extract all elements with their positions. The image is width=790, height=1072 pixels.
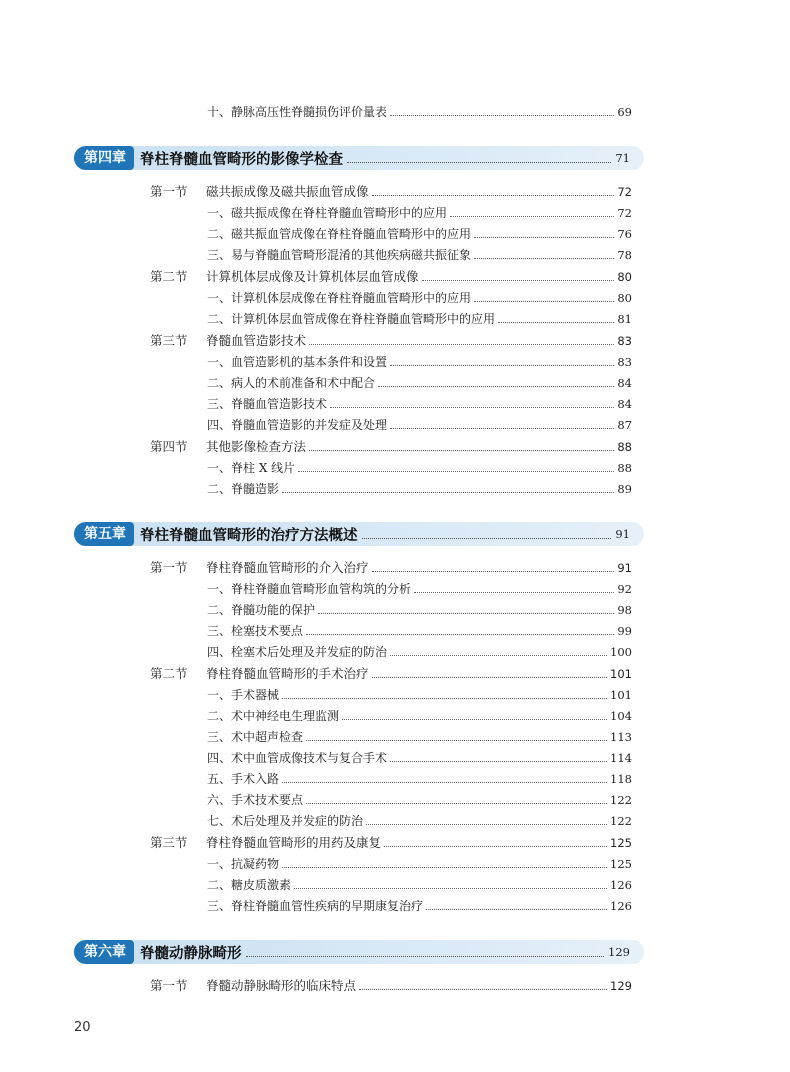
toc-item-page: 122 <box>610 793 632 807</box>
toc-item-page: 99 <box>617 624 632 638</box>
dot-leader <box>426 908 607 910</box>
toc-item-label: 四、栓塞术后处理及并发症的防治 <box>207 645 388 659</box>
dot-leader <box>246 955 605 957</box>
dot-leader <box>298 470 614 472</box>
dot-leader <box>366 823 607 825</box>
toc-item-label: 一、计算机体层成像在脊柱脊髓血管畸形中的应用 <box>207 291 472 305</box>
toc-section <box>150 558 632 576</box>
chapter-tag: 第四章 <box>74 146 134 170</box>
section-page: 129 <box>610 979 632 993</box>
toc-section <box>150 664 632 682</box>
dot-leader <box>306 739 607 741</box>
chapter-page: 129 <box>608 945 630 959</box>
toc-item-label: 十、静脉高压性脊髓损伤评价量表 <box>207 105 388 119</box>
dot-leader <box>498 321 614 323</box>
toc-item-label: 一、手术器械 <box>207 688 280 702</box>
toc-item-page: 126 <box>610 878 632 892</box>
toc-item-label: 三、术中超声检查 <box>207 730 304 744</box>
toc-item <box>207 394 632 412</box>
toc-item-label: 三、脊柱脊髓血管性疾病的早期康复治疗 <box>207 899 424 913</box>
section-number: 第二节 <box>150 666 188 681</box>
dot-leader <box>414 591 614 593</box>
section-title: 脊髓血管造影技术 <box>206 333 307 348</box>
toc-item <box>207 811 632 829</box>
toc-item-label: 二、病人的术前准备和术中配合 <box>207 376 376 390</box>
section-number: 第一节 <box>150 978 188 993</box>
toc-item-label: 二、术中神经电生理监测 <box>207 709 340 723</box>
toc-item-label: 二、脊髓造影 <box>207 482 280 496</box>
toc-item-page: 118 <box>610 772 632 786</box>
dot-leader <box>306 802 607 804</box>
toc-item-label: 二、磁共振血管成像在脊柱脊髓血管畸形中的应用 <box>207 227 472 241</box>
toc-item-page: 78 <box>617 248 632 262</box>
toc-item-page: 69 <box>617 105 632 119</box>
toc-section <box>150 182 632 200</box>
dot-leader <box>359 988 607 990</box>
section-title: 脊柱脊髓血管畸形的手术治疗 <box>206 666 369 681</box>
toc-item-page: 80 <box>617 291 632 305</box>
section-page: 101 <box>610 667 632 681</box>
toc-item <box>207 203 632 221</box>
toc-item-label: 一、脊柱 X 线片 <box>207 461 296 475</box>
toc-item-page: 84 <box>617 376 632 390</box>
toc-item-page: 113 <box>610 730 632 744</box>
toc-item <box>207 621 632 639</box>
toc-item <box>207 458 632 476</box>
dot-leader <box>390 427 614 429</box>
toc-item-label: 一、磁共振成像在脊柱脊髓血管畸形中的应用 <box>207 206 448 220</box>
dot-leader <box>294 887 607 889</box>
dot-leader <box>282 866 607 868</box>
toc-item-label: 三、脊髓血管造影技术 <box>207 397 328 411</box>
dot-leader <box>422 279 615 281</box>
dot-leader <box>390 364 614 366</box>
toc-item-page: 125 <box>610 857 632 871</box>
toc-item <box>207 415 632 433</box>
dot-leader <box>309 343 614 345</box>
toc-item-page: 104 <box>610 709 632 723</box>
toc-item <box>207 309 632 327</box>
dot-leader <box>474 236 614 238</box>
page-number: 20 <box>74 1020 91 1035</box>
dot-leader <box>362 537 612 539</box>
toc-item-page: 88 <box>617 461 632 475</box>
toc-item <box>207 600 632 618</box>
dot-leader <box>372 194 615 196</box>
dot-leader <box>378 385 614 387</box>
toc-item-page: 92 <box>617 582 632 596</box>
chapter-title: 脊髓动静脉畸形 <box>140 945 242 962</box>
toc-item <box>207 727 632 745</box>
section-title: 脊柱脊髓血管畸形的介入治疗 <box>206 560 369 575</box>
dot-leader <box>318 612 614 614</box>
toc-section <box>150 331 632 349</box>
section-page: 125 <box>610 836 632 850</box>
toc-item-label: 五、手术入路 <box>207 772 280 786</box>
dot-leader <box>390 114 614 116</box>
dot-leader <box>282 697 607 699</box>
section-page: 88 <box>617 440 632 454</box>
chapter-tag: 第六章 <box>74 940 134 964</box>
toc-item <box>207 748 632 766</box>
toc-item-page: 126 <box>610 899 632 913</box>
toc-item-label: 二、脊髓功能的保护 <box>207 603 316 617</box>
toc-item-label: 一、脊柱脊髓血管畸形血管构筑的分析 <box>207 582 412 596</box>
section-title: 其他影像检查方法 <box>206 439 307 454</box>
toc-item <box>207 642 632 660</box>
dot-leader <box>309 449 614 451</box>
toc-item <box>207 579 632 597</box>
chapter-heading <box>74 522 644 546</box>
dot-leader <box>306 633 614 635</box>
chapter-page: 91 <box>615 527 630 541</box>
toc-item-page: 76 <box>617 227 632 241</box>
toc-item <box>207 875 632 893</box>
dot-leader <box>372 676 608 678</box>
toc-item-label: 三、易与脊髓血管畸形混淆的其他疾病磁共振征象 <box>207 248 472 262</box>
toc-item-page: 87 <box>617 418 632 432</box>
toc-section <box>150 833 632 851</box>
section-number: 第二节 <box>150 269 188 284</box>
toc-item <box>207 769 632 787</box>
toc-item <box>207 706 632 724</box>
section-title: 脊髓动静脉畸形的临床特点 <box>206 978 357 993</box>
section-page: 72 <box>617 185 632 199</box>
toc-item-label: 七、术后处理及并发症的防治 <box>207 814 364 828</box>
section-number: 第三节 <box>150 835 188 850</box>
toc-section <box>150 976 632 994</box>
dot-leader <box>390 760 607 762</box>
dot-leader <box>282 491 614 493</box>
dot-leader <box>450 215 614 217</box>
toc-item-page: 72 <box>617 206 632 220</box>
toc-item-label: 六、手术技术要点 <box>207 793 304 807</box>
toc-section <box>150 437 632 455</box>
toc-item-page: 114 <box>610 751 632 765</box>
section-number: 第一节 <box>150 560 188 575</box>
toc-item-page: 81 <box>617 312 632 326</box>
dot-leader <box>390 654 607 656</box>
dot-leader <box>384 845 607 847</box>
section-title: 磁共振成像及磁共振血管成像 <box>206 184 369 199</box>
section-title: 计算机体层成像及计算机体层血管成像 <box>206 269 419 284</box>
chapter-page: 71 <box>615 151 630 165</box>
toc-item-page: 100 <box>610 645 632 659</box>
toc-item-page: 89 <box>617 482 632 496</box>
toc-item-label: 一、抗凝药物 <box>207 857 280 871</box>
toc-item <box>207 854 632 872</box>
toc-item-label: 三、栓塞技术要点 <box>207 624 304 638</box>
toc-section <box>150 267 632 285</box>
toc-item <box>207 790 632 808</box>
toc-item <box>207 288 632 306</box>
toc-item-label: 四、术中血管成像技术与复合手术 <box>207 751 388 765</box>
toc-item-label: 二、计算机体层血管成像在脊柱脊髓血管畸形中的应用 <box>207 312 496 326</box>
dot-leader <box>474 257 614 259</box>
toc-item <box>207 373 632 391</box>
toc-item <box>207 245 632 263</box>
toc-item <box>207 479 632 497</box>
toc-item-label: 四、脊髓血管造影的并发症及处理 <box>207 418 388 432</box>
section-page: 80 <box>617 270 632 284</box>
toc-item <box>207 352 632 370</box>
section-title: 脊柱脊髓血管畸形的用药及康复 <box>206 835 382 850</box>
section-number: 第三节 <box>150 333 188 348</box>
dot-leader <box>372 570 615 572</box>
dot-leader <box>282 781 607 783</box>
dot-leader <box>347 161 611 163</box>
section-number: 第一节 <box>150 184 188 199</box>
chapter-heading <box>74 940 644 964</box>
toc-item <box>207 685 632 703</box>
toc-item <box>207 896 632 914</box>
section-number: 第四节 <box>150 439 188 454</box>
toc-item-page: 84 <box>617 397 632 411</box>
chapter-title: 脊柱脊髓血管畸形的影像学检查 <box>140 151 343 168</box>
dot-leader <box>474 300 614 302</box>
toc-item <box>207 224 632 242</box>
toc-item-page: 98 <box>617 603 632 617</box>
section-page: 83 <box>617 334 632 348</box>
chapter-heading <box>74 146 644 170</box>
toc-item-label: 二、糖皮质激素 <box>207 878 292 892</box>
toc-item-label: 一、血管造影机的基本条件和设置 <box>207 355 388 369</box>
chapter-tag: 第五章 <box>74 522 134 546</box>
section-page: 91 <box>617 561 632 575</box>
toc-item-page: 122 <box>610 814 632 828</box>
chapter-title: 脊柱脊髓血管畸形的治疗方法概述 <box>140 527 358 544</box>
toc-item <box>207 102 632 120</box>
dot-leader <box>342 718 607 720</box>
toc-item-page: 101 <box>610 688 632 702</box>
dot-leader <box>330 406 614 408</box>
toc-item-page: 83 <box>617 355 632 369</box>
